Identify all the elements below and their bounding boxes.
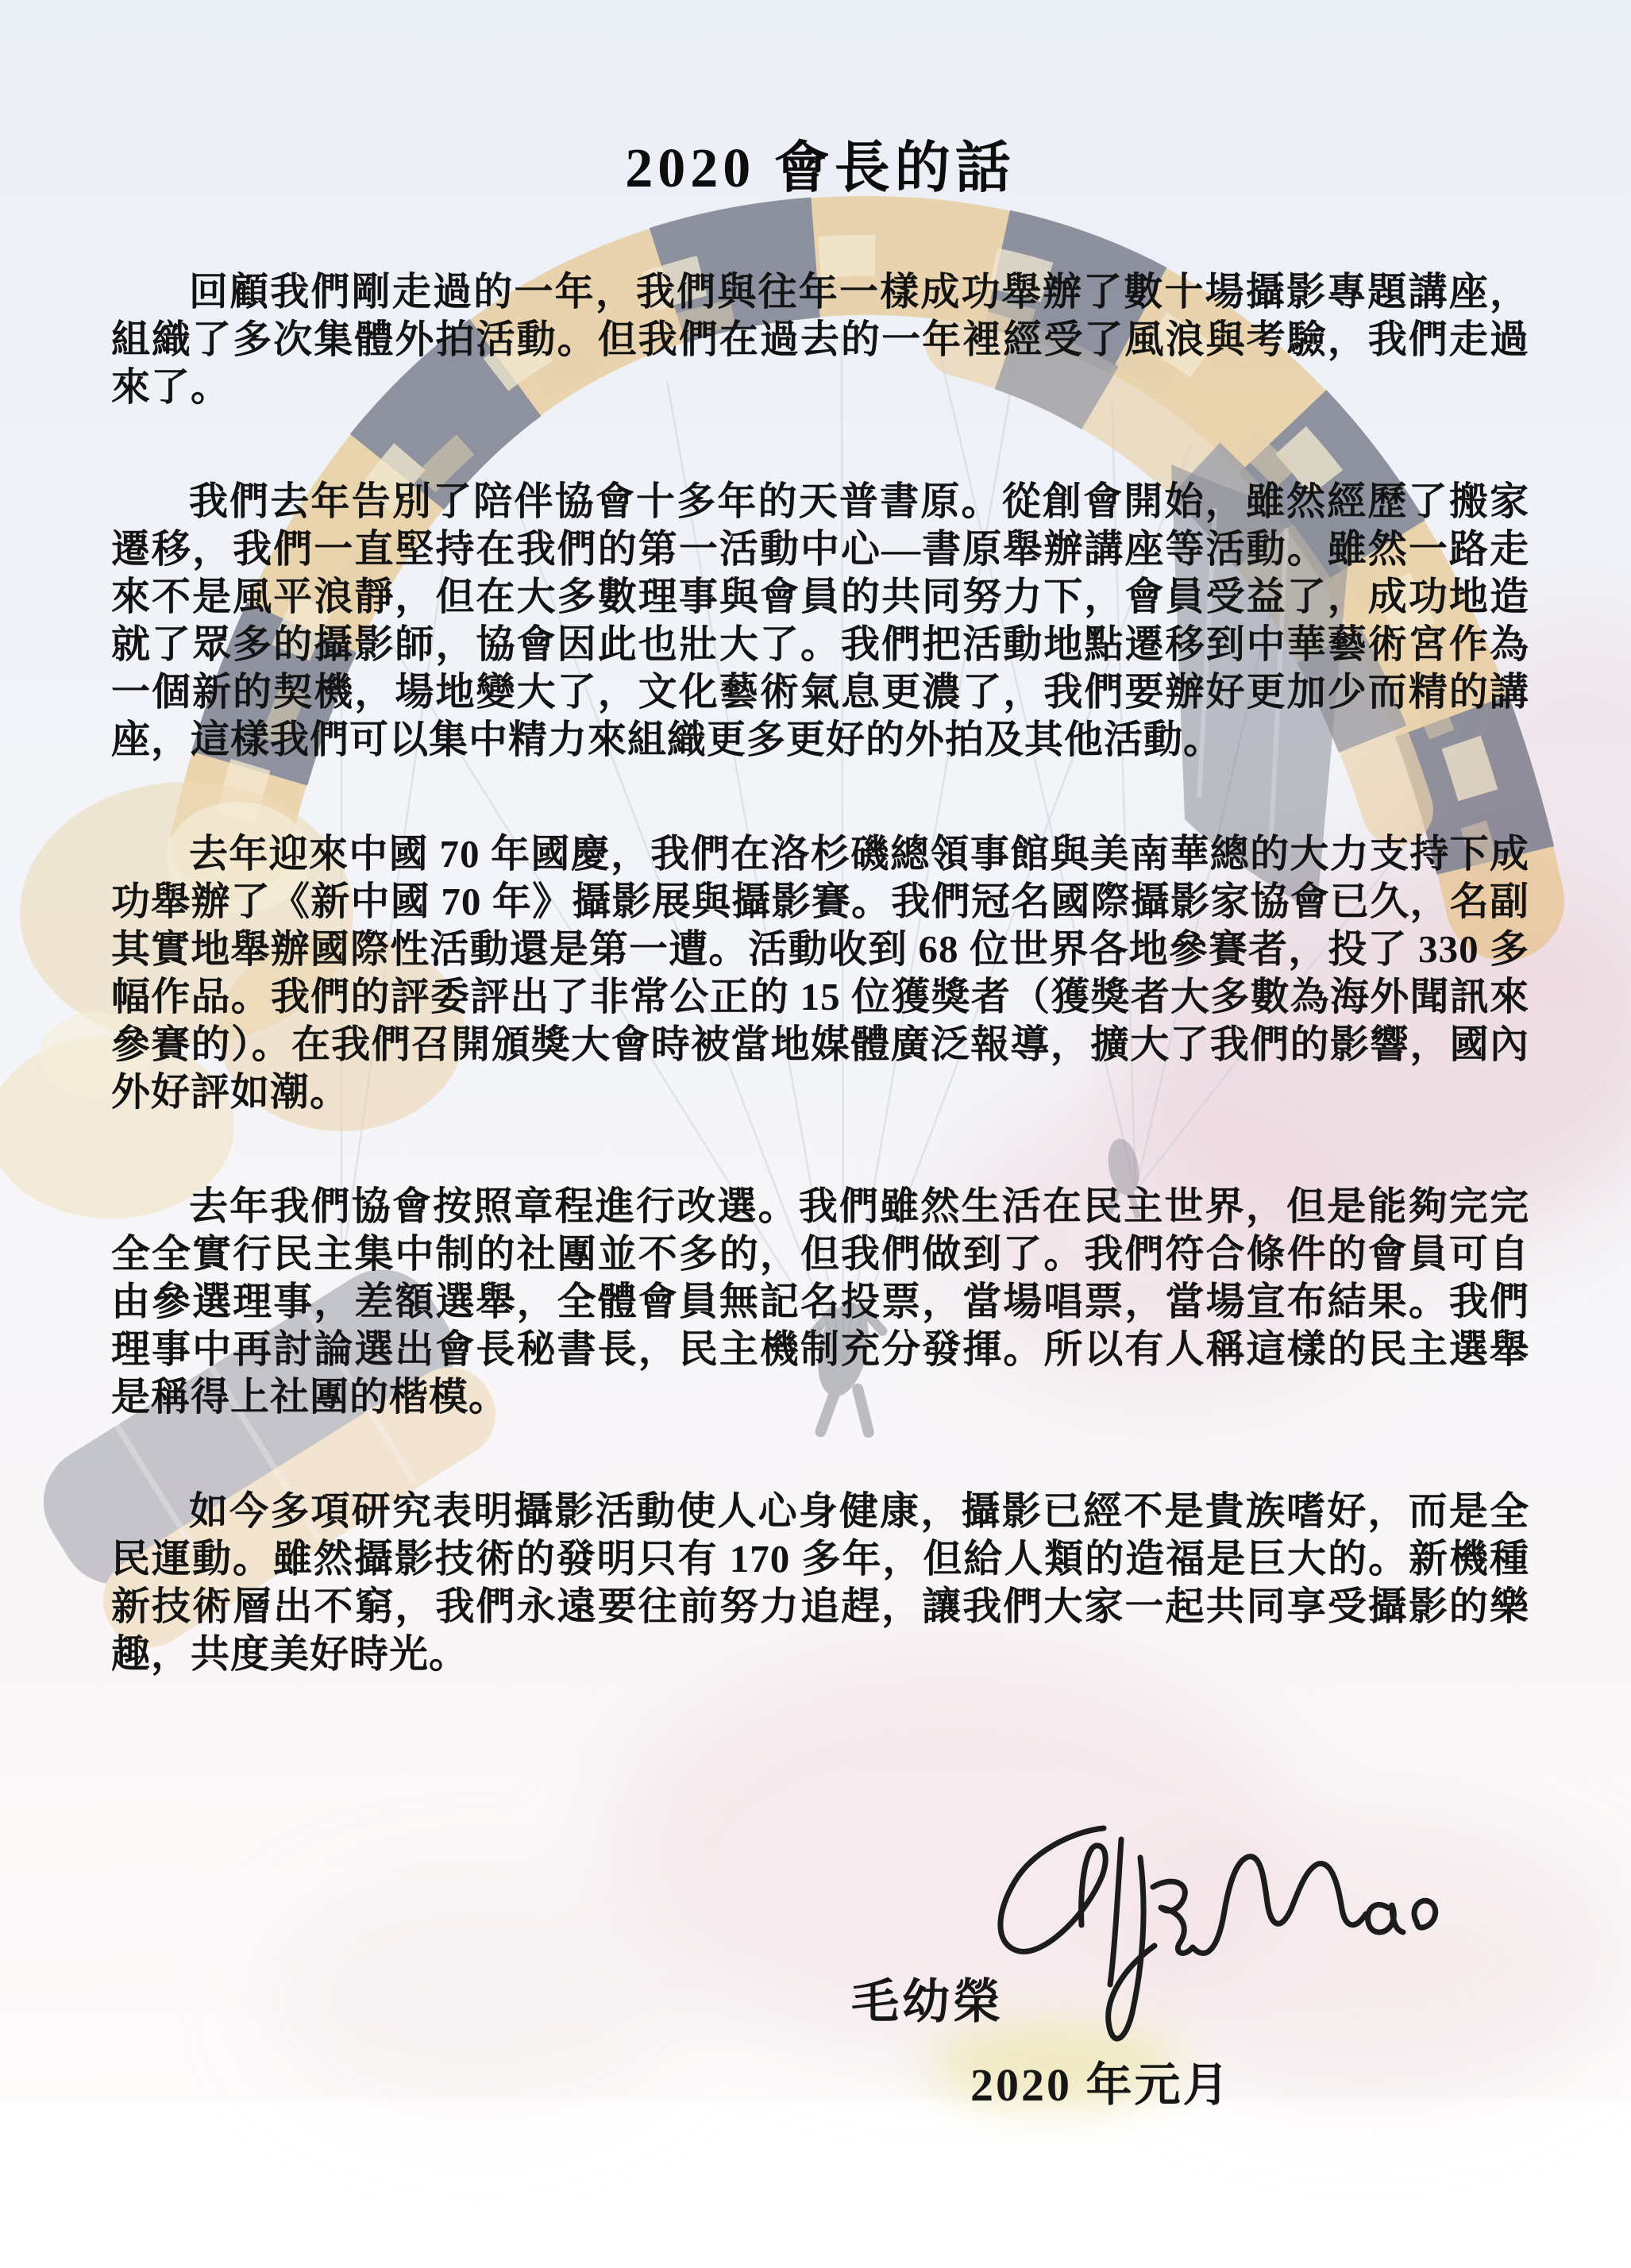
signature-date: 2020 年元月 [970, 2059, 1232, 2111]
handwritten-signature [985, 1814, 1445, 2076]
page-title: 2020 會長的話 [625, 138, 1016, 199]
paragraph-1: 回顧我們剛走過的一年，我們與往年一樣成功舉辦了數十場攝影專題講座，組織了多次集體外拍活動。但我們在過去的一年裡經受了風浪與考驗，我們走過來了。 [111, 270, 1529, 409]
paragraph-2: 我們去年告別了陪伴協會十多年的天普書原。從創會開始，雖然經歷了搬家遷移，我們一直堅持在我們的第一活動中心—書原舉辦講座等活動。雖然一路走來不是風平浪靜，但在大多數理事與會員的共同努力下，會員受益了，成功地造就了眾多的攝影師，協會因此也壯大了。我們把活動地點遷移到中華藝術宮作為一個新的契機，場地變大了，文化藝術氣息更濃了，我們要辦好更加少而精的講座，這樣我們可以集中精力來組織更多更好的外拍及其他活動。 [111, 479, 1529, 761]
signer-name: 毛幼榮 [851, 1976, 1004, 2028]
photo-bottom-edge [0, 2100, 1631, 2268]
paragraph-3: 去年迎來中國 70 年國慶，我們在洛杉磯總領事館與美南華總的大力支持下成功舉辦了《新中國 70 年》攝影展與攝影賽。我們冠名國際攝影家協會已久，名副其實地舉辦國際性活動還是第一遭。活動收到 68 位世界各地參賽者，投了 330 多幅作品。我們的評委評出了非常公正的 15 位獲獎者（獲獎者大多數為海外聞訊來參賽的）。在我們召開頒獎大會時被當地媒體廣泛報導，擴大了我們的影響，國內外好評如潮。 [111, 832, 1529, 1114]
paragraph-5: 如今多項研究表明攝影活動使人心身健康，攝影已經不是貴族嗜好，而是全民運動。雖然攝影技術的發明只有 170 多年，但給人類的造福是巨大的。新機種新技術層出不窮，我們永遠要往前努力追趕，讓我們大家一起共同享受攝影的樂趣，共度美好時光。 [111, 1489, 1529, 1676]
paragraph-4: 去年我們協會按照章程進行改選。我們雖然生活在民主世界，但是能夠完完全全實行民主集中制的社團並不多的，但我們做到了。我們符合條件的會員可自由參選理事，差額選舉，全體會員無記名投票，當場唱票，當場宣布結果。我們理事中再討論選出會長秘書長，民主機制充分發揮。所以有人稱這樣的民主選舉是稱得上社團的楷模。 [111, 1184, 1529, 1419]
